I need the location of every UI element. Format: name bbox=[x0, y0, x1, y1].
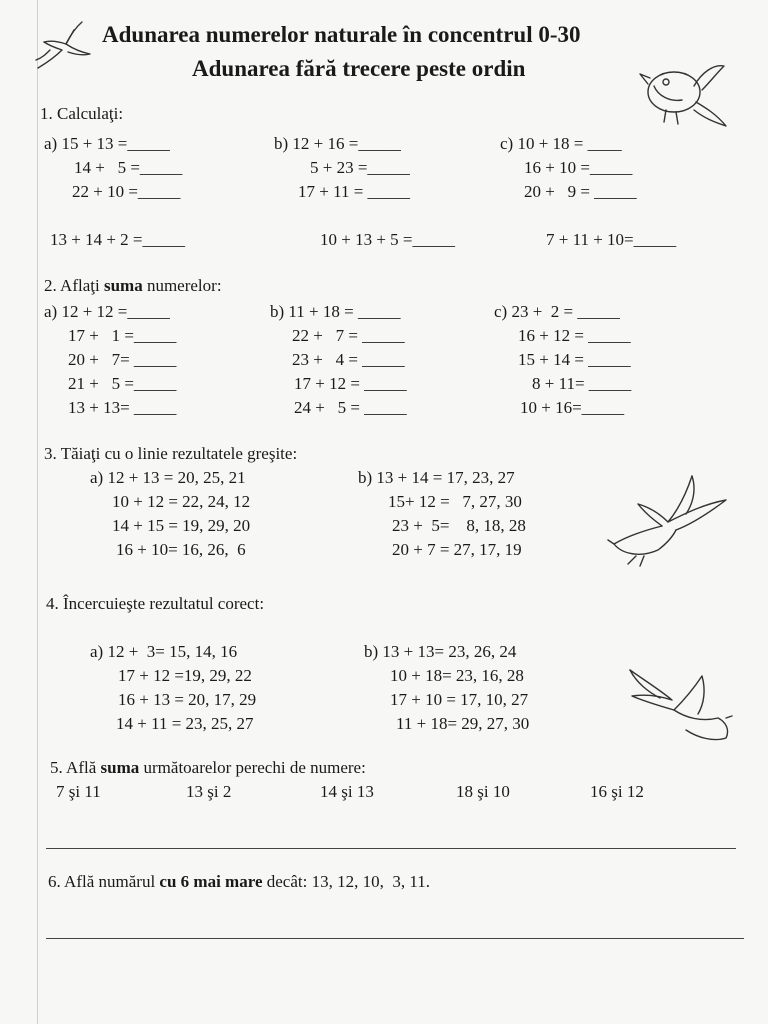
ex5-title-post: următoarelor perechi de numere: bbox=[139, 758, 366, 777]
ex4-a-row-1: a) 12 + 3= 15, 14, 16 bbox=[90, 642, 238, 661]
ex1-triple-1: 13 + 14 + 2 =_____ bbox=[50, 230, 186, 249]
answer-line-2 bbox=[46, 938, 744, 939]
ex6-title bbox=[48, 872, 430, 892]
swallow-middle-icon bbox=[606, 470, 731, 570]
page-subtitle: Adunarea fără trecere peste ordin bbox=[192, 56, 526, 81]
ex2-a-row-2: 17 + 1 =_____ bbox=[68, 326, 177, 345]
ex2-c-row-2: 16 + 12 = _____ bbox=[518, 326, 631, 345]
ex1-a-row-3: 22 + 10 =_____ bbox=[72, 182, 181, 201]
ex1-c-row-1: c) 10 + 18 = ____ bbox=[500, 134, 622, 153]
ex3-a-row-4: 16 + 10= 16, 26, 6 bbox=[116, 540, 246, 559]
ex2-a-row-3: 20 + 7= _____ bbox=[68, 350, 177, 369]
ex6-title-bold: cu 6 mai mare bbox=[159, 872, 263, 891]
ex3-b-row-4: 20 + 7 = 27, 17, 19 bbox=[392, 540, 522, 559]
ex6-title-post: decât: 13, 12, 10, 3, 11. bbox=[262, 872, 430, 891]
ex1-triple-2: 10 + 13 + 5 =_____ bbox=[320, 230, 456, 249]
ex2-b-row-1: b) 11 + 18 = _____ bbox=[270, 302, 401, 321]
ex1-title: 1. Calculaţi: bbox=[40, 104, 124, 123]
margin-line bbox=[37, 0, 38, 1024]
ex1-b-row-2: 5 + 23 =_____ bbox=[310, 158, 410, 177]
ex2-b-row-3: 23 + 4 = _____ bbox=[292, 350, 405, 369]
ex2-title bbox=[44, 276, 222, 296]
ex6-title-pre: 6. Află numărul bbox=[48, 872, 160, 891]
ex2-a-row-4: 21 + 5 =_____ bbox=[68, 374, 177, 393]
ex2-c-row-3: 15 + 14 = _____ bbox=[518, 350, 631, 369]
ex3-a-row-3: 14 + 15 = 19, 29, 20 bbox=[112, 516, 251, 535]
ex1-a-row-2: 14 + 5 =_____ bbox=[74, 158, 183, 177]
ex4-a-row-4: 14 + 11 = 23, 25, 27 bbox=[116, 714, 254, 733]
ex5-pair-3: 14 şi 13 bbox=[320, 782, 374, 801]
ex3-title: 3. Tăiaţi cu o linie rezultatele greşite: bbox=[44, 444, 298, 463]
ex1-a-row-1: a) 15 + 13 =_____ bbox=[44, 134, 170, 153]
ex2-c-row-1: c) 23 + 2 = _____ bbox=[494, 302, 620, 321]
ex2-a-row-5: 13 + 13= _____ bbox=[68, 398, 177, 417]
ex5-pair-2: 13 şi 2 bbox=[186, 782, 232, 801]
ex3-b-row-1: b) 13 + 14 = 17, 23, 27 bbox=[358, 468, 515, 487]
ex2-b-row-5: 24 + 5 = _____ bbox=[294, 398, 407, 417]
ex2-c-row-5: 10 + 16=_____ bbox=[520, 398, 625, 417]
ex2-c-row-4: 8 + 11= _____ bbox=[532, 374, 632, 393]
ex5-pair-5: 16 şi 12 bbox=[590, 782, 644, 801]
ex4-title: 4. Încercuieşte rezultatul corect: bbox=[46, 594, 265, 613]
ex2-b-row-4: 17 + 12 = _____ bbox=[294, 374, 407, 393]
chick-bird-icon bbox=[636, 52, 731, 132]
swallow-lower-icon bbox=[626, 660, 736, 745]
ex1-c-row-3: 20 + 9 = _____ bbox=[524, 182, 637, 201]
ex1-c-row-2: 16 + 10 =_____ bbox=[524, 158, 633, 177]
ex5-title bbox=[50, 758, 366, 778]
ex4-a-row-3: 16 + 13 = 20, 17, 29 bbox=[118, 690, 257, 709]
ex2-a-row-1: a) 12 + 12 =_____ bbox=[44, 302, 170, 321]
ex5-pair-1: 7 şi 11 bbox=[56, 782, 101, 801]
ex4-b-row-4: 11 + 18= 29, 27, 30 bbox=[396, 714, 530, 733]
ex1-b-row-3: 17 + 11 = _____ bbox=[298, 182, 411, 201]
ex5-title-bold: suma bbox=[100, 758, 140, 777]
ex4-b-row-1: b) 13 + 13= 23, 26, 24 bbox=[364, 642, 517, 661]
ex5-title-pre: 5. Află bbox=[50, 758, 101, 777]
ex2-title-pre: 2. Aflaţi bbox=[44, 276, 104, 295]
ex4-b-row-2: 10 + 18= 23, 16, 28 bbox=[390, 666, 524, 685]
ex4-a-row-2: 17 + 12 =19, 29, 22 bbox=[118, 666, 252, 685]
ex1-triple-3: 7 + 11 + 10=_____ bbox=[546, 230, 677, 249]
ex3-b-row-3: 23 + 5= 8, 18, 28 bbox=[392, 516, 526, 535]
ex2-b-row-2: 22 + 7 = _____ bbox=[292, 326, 405, 345]
ex3-a-row-1: a) 12 + 13 = 20, 25, 21 bbox=[90, 468, 246, 487]
ex1-b-row-1: b) 12 + 16 =_____ bbox=[274, 134, 401, 153]
ex4-b-row-3: 17 + 10 = 17, 10, 27 bbox=[390, 690, 529, 709]
swallow-top-left-icon bbox=[30, 18, 100, 78]
ex2-title-bold: suma bbox=[103, 276, 143, 295]
ex3-b-row-2: 15+ 12 = 7, 27, 30 bbox=[388, 492, 522, 511]
ex3-a-row-2: 10 + 12 = 22, 24, 12 bbox=[112, 492, 251, 511]
ex5-pair-4: 18 şi 10 bbox=[456, 782, 510, 801]
ex2-title-post: numerelor: bbox=[142, 276, 222, 295]
page-title: Adunarea numerelor naturale în concentrul 0-30 bbox=[102, 22, 581, 47]
answer-line-1 bbox=[46, 848, 736, 849]
